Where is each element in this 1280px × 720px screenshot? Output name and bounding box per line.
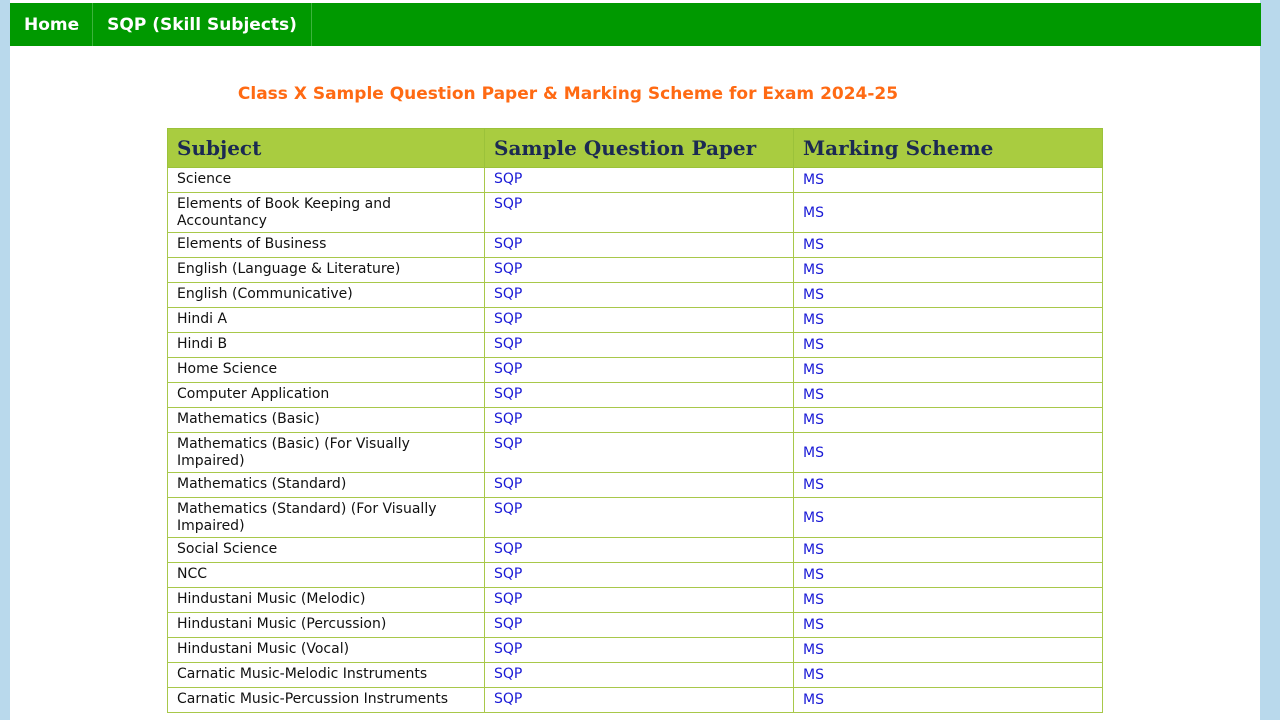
ms-cell [794,613,1103,638]
ms-cell [794,358,1103,383]
subject-cell: Hindi B [168,333,485,358]
nav-home-link[interactable]: Home [10,3,93,46]
subject-cell: Mathematics (Basic) [168,408,485,433]
ms-cell [794,688,1103,713]
sqp-link[interactable]: SQP [494,436,523,452]
subject-cell: Carnatic Music-Percussion Instruments [168,688,485,713]
sqp-cell [485,433,794,473]
sqp-cell [485,613,794,638]
ms-cell [794,588,1103,613]
sqp-cell [485,308,794,333]
header-subject: Subject [168,129,485,168]
sqp-cell [485,638,794,663]
table-row [168,433,1103,473]
ms-link[interactable]: MS [803,312,824,328]
ms-link[interactable]: MS [803,362,824,378]
ms-cell [794,498,1103,538]
sqp-link[interactable]: SQP [494,566,523,582]
ms-link[interactable]: MS [803,477,824,493]
ms-link[interactable]: MS [803,542,824,558]
table-row [168,308,1103,333]
subject-cell: NCC [168,563,485,588]
table-row [168,498,1103,538]
ms-cell [794,168,1103,193]
header-sample-question-paper: Sample Question Paper [485,129,794,168]
ms-cell [794,283,1103,308]
subject-cell: Science [168,168,485,193]
table-row [168,563,1103,588]
ms-link[interactable]: MS [803,387,824,403]
sqp-link[interactable]: SQP [494,476,523,492]
subject-cell: English (Language & Literature) [168,258,485,283]
ms-cell [794,233,1103,258]
ms-link[interactable]: MS [803,287,824,303]
table-row [168,383,1103,408]
header-marking-scheme: Marking Scheme [794,129,1103,168]
sqp-cell [485,258,794,283]
ms-cell [794,663,1103,688]
table-row [168,258,1103,283]
subject-cell: Mathematics (Standard) [168,473,485,498]
table-row [168,333,1103,358]
ms-cell [794,638,1103,663]
top-nav [10,3,1261,46]
ms-link[interactable]: MS [803,337,824,353]
sqp-cell [485,663,794,688]
table-row [168,663,1103,688]
table-row [168,688,1103,713]
sqp-cell [485,193,794,233]
sqp-cell [485,688,794,713]
table-row [168,168,1103,193]
ms-cell [794,333,1103,358]
subject-cell: Social Science [168,538,485,563]
table-row [168,193,1103,233]
sqp-link[interactable]: SQP [494,196,523,212]
sqp-link[interactable]: SQP [494,541,523,557]
ms-cell [794,433,1103,473]
subject-cell: Hindustani Music (Vocal) [168,638,485,663]
sqp-link[interactable]: SQP [494,666,523,682]
ms-link[interactable]: MS [803,172,824,188]
table-row [168,473,1103,498]
sqp-link[interactable]: SQP [494,171,523,187]
sqp-cell [485,383,794,408]
ms-cell [794,538,1103,563]
sqp-link[interactable]: SQP [494,691,523,707]
sqp-cell [485,498,794,538]
sqp-link[interactable]: SQP [494,336,523,352]
sqp-link[interactable]: SQP [494,411,523,427]
subject-cell: Carnatic Music-Melodic Instruments [168,663,485,688]
subject-cell: English (Communicative) [168,283,485,308]
sqp-cell [485,168,794,193]
sqp-cell [485,538,794,563]
sqp-link[interactable]: SQP [494,616,523,632]
ms-cell [794,308,1103,333]
ms-cell [794,193,1103,233]
sqp-link[interactable]: SQP [494,501,523,517]
sqp-link[interactable]: SQP [494,311,523,327]
nav-sqp-skill-subjects-link[interactable]: SQP (Skill Subjects) [93,3,312,46]
ms-link[interactable]: MS [803,262,824,278]
sqp-cell [485,358,794,383]
sqp-link[interactable]: SQP [494,261,523,277]
subject-cell: Elements of Business [168,233,485,258]
ms-link[interactable]: MS [803,592,824,608]
ms-link[interactable]: MS [803,444,824,461]
ms-link[interactable]: MS [803,567,824,583]
subject-cell: Hindustani Music (Percussion) [168,613,485,638]
table-row [168,613,1103,638]
table-row [168,408,1103,433]
ms-link[interactable]: MS [803,237,824,253]
table-header-row [168,129,1103,168]
sqp-table [167,128,1103,713]
ms-cell [794,408,1103,433]
ms-link[interactable]: MS [803,667,824,683]
ms-link[interactable]: MS [803,692,824,708]
ms-link[interactable]: MS [803,509,824,526]
page [10,0,1260,720]
sqp-cell [485,233,794,258]
table-row [168,538,1103,563]
sqp-link[interactable]: SQP [494,591,523,607]
subject-cell: Mathematics (Standard) (For Visually Impaired) [168,498,485,538]
ms-cell [794,563,1103,588]
table-row [168,588,1103,613]
sqp-link[interactable]: SQP [494,641,523,657]
subject-cell: Mathematics (Basic) (For Visually Impaired) [168,433,485,473]
table-row [168,638,1103,663]
subject-cell: Elements of Book Keeping and Accountancy [168,193,485,233]
sqp-cell [485,588,794,613]
subject-cell: Computer Application [168,383,485,408]
table-row [168,358,1103,383]
sqp-cell [485,283,794,308]
table-row [168,283,1103,308]
ms-link[interactable]: MS [803,642,824,658]
sqp-cell [485,473,794,498]
sqp-link[interactable]: SQP [494,286,523,302]
ms-cell [794,258,1103,283]
subject-cell: Hindustani Music (Melodic) [168,588,485,613]
sqp-link[interactable]: SQP [494,236,523,252]
sqp-cell [485,408,794,433]
ms-link[interactable]: MS [803,617,824,633]
sqp-cell [485,563,794,588]
sqp-link[interactable]: SQP [494,361,523,377]
ms-cell [794,383,1103,408]
sqp-link[interactable]: SQP [494,386,523,402]
page-title: Class X Sample Question Paper & Marking Scheme for Exam 2024-25 [237,84,899,104]
table-row [168,233,1103,258]
subject-cell: Home Science [168,358,485,383]
ms-cell [794,473,1103,498]
ms-link[interactable]: MS [803,204,824,221]
table-body [168,168,1103,713]
sqp-cell [485,333,794,358]
subject-cell: Hindi A [168,308,485,333]
ms-link[interactable]: MS [803,412,824,428]
